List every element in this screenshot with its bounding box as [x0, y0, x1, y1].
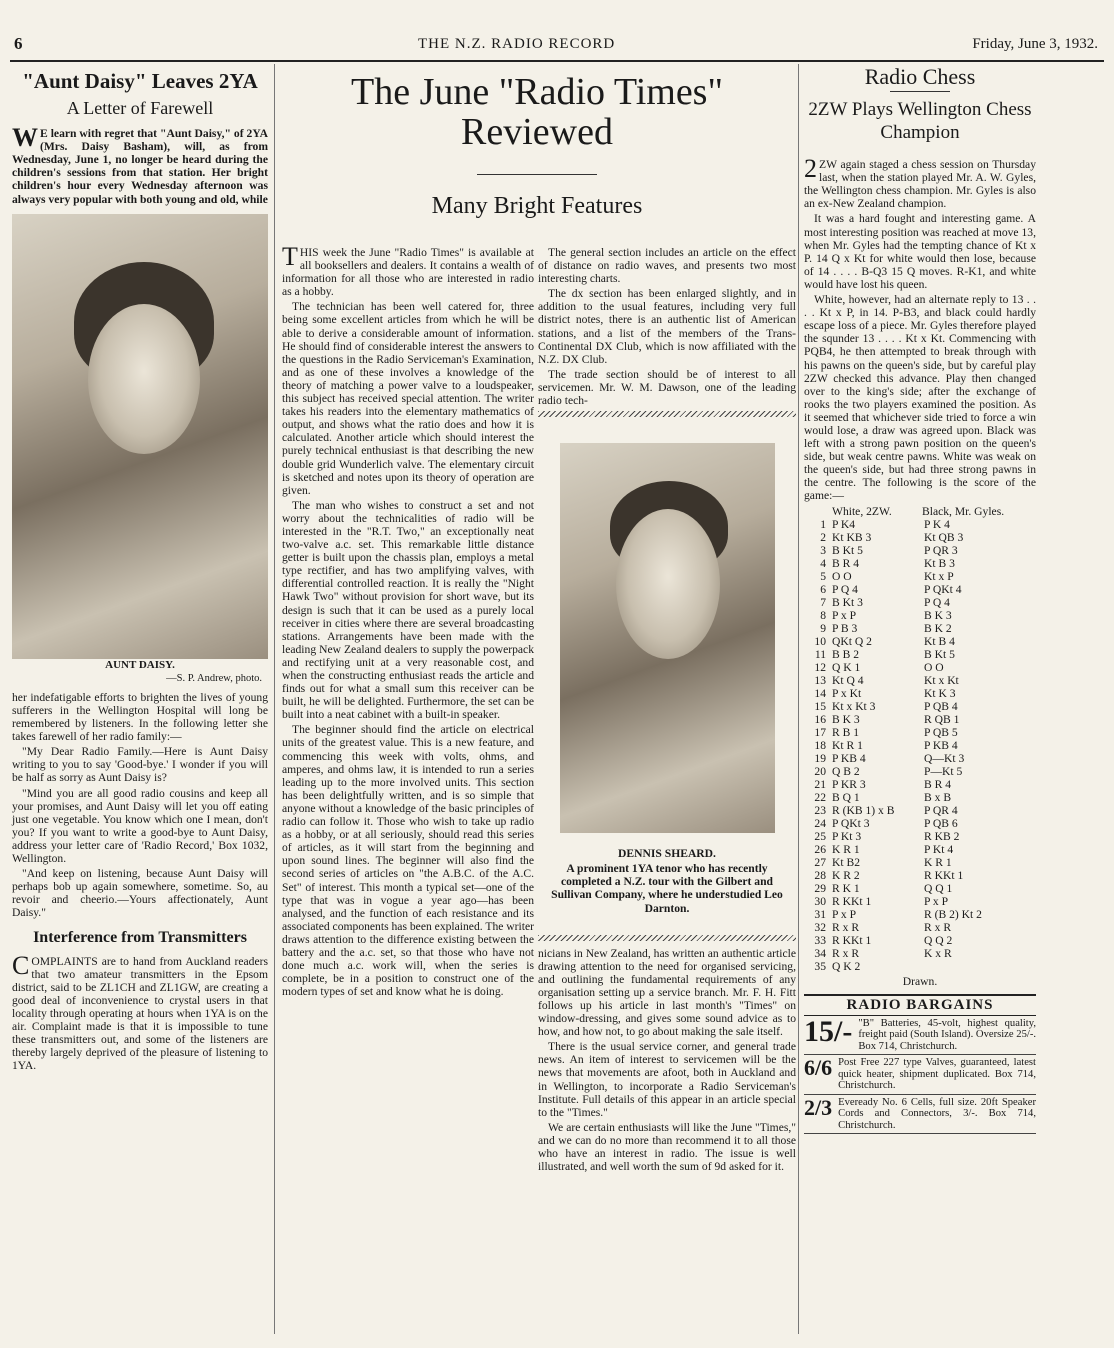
- move-number: 28: [814, 868, 826, 882]
- chess-move-row: [804, 921, 1036, 934]
- black-move: B K 3: [924, 608, 952, 622]
- black-move: Q—Kt 3: [924, 751, 965, 765]
- chess-score-header: [804, 505, 1036, 518]
- headline-rule: [477, 174, 597, 175]
- chess-move-row: [804, 531, 1036, 544]
- chess-move-row: [804, 518, 1036, 531]
- white-move: P QKt 3: [832, 816, 870, 830]
- black-move: B Kt 5: [924, 647, 955, 661]
- move-number: 20: [814, 764, 826, 778]
- move-number: 4: [820, 556, 826, 570]
- chess-move-row: [804, 596, 1036, 609]
- chess-move-row: [804, 687, 1036, 700]
- move-number: 11: [814, 647, 826, 661]
- column-rule: [798, 64, 799, 1334]
- black-move: R KB 2: [924, 829, 960, 843]
- black-move: Kt x Kt: [924, 673, 959, 687]
- move-number: 24: [814, 816, 826, 830]
- black-move: B K 2: [924, 621, 952, 635]
- radio-times-header: [282, 72, 792, 220]
- chess-move-row: [804, 713, 1036, 726]
- bargain-price: 6/6: [804, 1055, 833, 1081]
- chess-move-row: [804, 726, 1036, 739]
- move-number: 19: [814, 751, 826, 765]
- chess-move-row: [804, 856, 1036, 869]
- aunt-daisy-headline: "Aunt Daisy" Leaves 2YA: [22, 69, 258, 93]
- dennis-sheard-caption-name: DENNIS SHEARD.: [618, 847, 716, 861]
- black-move: P Kt 4: [924, 842, 954, 856]
- white-move: Kt x Kt 3: [832, 699, 876, 713]
- move-number: 1: [820, 517, 826, 531]
- radio-times-headline: The June "Radio Times" Reviewed: [351, 71, 723, 153]
- black-move: Q Q 1: [924, 881, 953, 895]
- move-number: 5: [820, 569, 826, 583]
- aunt-daisy-para: her indefatigable efforts to brighten the lives of young sufferers in the Wellington Hospital will long be remembered by listeners. In the following letter she takes farewell of her radio family:—: [12, 690, 268, 744]
- radio-bargains-ads: [804, 1016, 1036, 1135]
- aunt-daisy-para: "And keep on listening, because Aunt Daisy will perhaps bob up again somewhere, sometime. So, au revoir and cheerio.—Yours affectionately, Aunt Daisy.": [12, 867, 268, 920]
- chess-score-table: [804, 518, 1036, 973]
- white-move: B Kt 5: [832, 543, 863, 557]
- chess-move-row: [804, 583, 1036, 596]
- chess-move-row: [804, 570, 1036, 583]
- black-column-label: Black, Mr. Gyles.: [922, 504, 1005, 518]
- move-number: 9: [820, 621, 826, 635]
- bargain-ad: [804, 1016, 1036, 1056]
- white-move: QKt Q 2: [832, 634, 872, 648]
- radio-times-column-1: [282, 242, 534, 1000]
- black-move: Kt QB 3: [924, 530, 964, 544]
- dennis-sheard-photo: [560, 443, 775, 833]
- black-move: P QR 3: [924, 543, 958, 557]
- chess-move-row: [804, 869, 1036, 882]
- decorative-border: [538, 411, 796, 417]
- interference-body: COMPLAINTS are to hand from Auckland readers that two amateur transmitters in the Epsom district, said to be ZL1CH and ZL1GW, are creating a good deal of inconvenience to crystal users in that locality through operating at hours when 1YA is on the air. Complaint made is that it is impossible to tune these transmitters out, and some of the listeners are thereby largely deprived of the pleasure of listening to 1YA.: [12, 950, 268, 1073]
- black-move: B R 4: [924, 777, 952, 791]
- radio-times-subhead: Many Bright Features: [431, 193, 643, 219]
- move-number: 14: [814, 686, 826, 700]
- white-move: P K4: [832, 517, 856, 531]
- white-move: R K 1: [832, 881, 860, 895]
- headline-rule: [890, 91, 950, 92]
- white-move: P Q 4: [832, 582, 858, 596]
- bargain-ad: [804, 1055, 1036, 1095]
- white-move: K R 2: [832, 868, 860, 882]
- chess-move-row: [804, 778, 1036, 791]
- chess-move-row: [804, 700, 1036, 713]
- move-number: 35: [814, 959, 826, 973]
- chess-move-row: [804, 843, 1036, 856]
- radio-times-para: There is the usual service corner, and general trade news. An item of interest to servicemen will be the news that movements are afoot, both in Auckland and in Wellington, to incorporate a Radio Serviceman's Institute. Full details of this appear in an article special to the "Times.": [538, 1040, 796, 1119]
- white-move: P B 3: [832, 621, 858, 635]
- chess-para: 2ZW again staged a chess session on Thursday last, when the station played Mr. A. W. Gyles, the Wellington chess champion. Mr. Gyles is also an ex-New Zealand champion.: [804, 154, 1036, 211]
- white-move: R B 1: [832, 725, 860, 739]
- bargain-text: Eveready No. 6 Cells, full size. 20ft Speaker Cords and Connectors, 3/-. Box 714, Christchurch.: [838, 1096, 1036, 1131]
- white-move: R x R: [832, 920, 860, 934]
- move-number: 22: [814, 790, 826, 804]
- white-column-label: White, 2ZW.: [832, 504, 892, 518]
- black-move: R (B 2) Kt 2: [924, 907, 982, 921]
- aunt-daisy-photo-credit: —S. P. Andrew, photo.: [166, 672, 262, 684]
- chess-move-row: [804, 804, 1036, 817]
- black-move: Kt B 3: [924, 556, 955, 570]
- dennis-sheard-caption: A prominent 1YA tenor who has recently completed a N.Z. tour with the Gilbert and Sullivan Company, where he understudied Leo Darnton.: [551, 862, 783, 915]
- white-move: Q K 1: [832, 660, 861, 674]
- black-move: P QB 4: [924, 699, 958, 713]
- aunt-daisy-caption: AUNT DAISY.: [105, 658, 175, 671]
- black-move: P QR 4: [924, 803, 958, 817]
- chess-move-row: [804, 674, 1036, 687]
- white-move: P x Kt: [832, 686, 862, 700]
- white-move: K R 1: [832, 842, 860, 856]
- chess-move-row: [804, 622, 1036, 635]
- black-move: K R 1: [924, 855, 952, 869]
- black-move: P QB 5: [924, 725, 958, 739]
- move-number: 2: [820, 530, 826, 544]
- decorative-border: [538, 935, 796, 941]
- move-number: 6: [820, 582, 826, 596]
- black-move: K x R: [924, 946, 952, 960]
- aunt-daisy-para: "Mind you are all good radio cousins and keep all your promises, and Aunt Daisy will let you off eating just one vegetable. You know which one I mean, don't you? If you want to write a good-bye to Aunt Daisy, address your letter care of 'Radio Record,' Box 1032, Wellington.: [12, 786, 268, 865]
- chess-move-row: [804, 648, 1036, 661]
- bargain-ad: [804, 1095, 1036, 1135]
- white-move: P KB 4: [832, 751, 866, 765]
- chess-move-row: [804, 895, 1036, 908]
- white-move: B K 3: [832, 712, 860, 726]
- chess-move-row: [804, 635, 1036, 648]
- radio-times-para: The technician has been well catered for, three being some excellent articles from which he will be able to derive a considerable amount of information. He should find of considerable interest the answers to the questions in the Radio Serviceman's Examination, and as one of these involves a knowledge of the theory of matching a power valve to a loudspeaker, this subject has received special attention. The writer takes his readers into the elementary mathematics of output, and shows what the ratio does and how it is calculated. Another article which should interest the purely technical enthusiast is that describing the new double grid Wunderlich valve. The elementary circuit is sketched and notes upon its theory of operation are given.: [282, 300, 534, 497]
- radio-times-para: The trade section should be of interest to all servicemen. Mr. W. M. Dawson, one of the leading radio tech-: [538, 367, 796, 408]
- move-number: 23: [814, 803, 826, 817]
- radio-times-para: The dx section has been enlarged slightly, and in addition to the usual features, including very full district notes, there is an authentic list of American stations, and a list of the members of the Trans-Continental DX Club, which is now affiliated with the N.Z. DX Club.: [538, 287, 796, 366]
- black-move: Kt x P: [924, 569, 954, 583]
- white-move: P Kt 3: [832, 829, 862, 843]
- chess-para: White, however, had an alternate reply to 13 . . . . Kt x P, in 14. P-B3, and black could hardly escape loss of a piece. Mr. Gyles therefore played the squnder 13 . . . . Kt x Kt. Commencing with PQB4, he then attempted to break through with his pawns on the queen's side, but by careful play 2ZW checked this advance. Play then changed over to the king's side; after the exchange of rooks the two players examined the position. As it seemed that whichever side tried to force a win would lose, a draw was agreed upon. Black was left with a strong pawn position on the queen's side, but weak centre pawns. White was weak on the queen's side, but had three strong pawns in the centre. The following is the score of the game:—: [804, 293, 1036, 503]
- black-move: Kt K 3: [924, 686, 956, 700]
- move-number: 15: [814, 699, 826, 713]
- black-move: P KB 4: [924, 738, 958, 752]
- aunt-daisy-para: "My Dear Radio Family.—Here is Aunt Daisy writing to you to say 'Good-bye.' I wonder if you will be half as sorry as Aunt Daisy is?: [12, 745, 268, 785]
- white-move: P x P: [832, 907, 857, 921]
- move-number: 33: [814, 933, 826, 947]
- black-move: R KKt 1: [924, 868, 964, 882]
- chess-move-row: [804, 739, 1036, 752]
- publication-title: THE N.Z. RADIO RECORD: [418, 36, 616, 52]
- chess-move-row: [804, 882, 1036, 895]
- interference-headline: Interference from Transmitters: [33, 929, 247, 947]
- chess-move-row: [804, 557, 1036, 570]
- chess-headline: Radio Chess: [864, 64, 976, 89]
- move-number: 25: [814, 829, 826, 843]
- move-number: 31: [814, 907, 826, 921]
- column-rule: [274, 64, 275, 1334]
- move-number: 16: [814, 712, 826, 726]
- chess-move-row: [804, 960, 1036, 973]
- white-move: B Q 1: [832, 790, 860, 804]
- move-number: 12: [814, 660, 826, 674]
- chess-move-row: [804, 830, 1036, 843]
- move-number: 3: [820, 543, 826, 557]
- move-number: 30: [814, 894, 826, 908]
- issue-date: Friday, June 3, 1932.: [972, 36, 1098, 52]
- bargain-price: 15/-: [804, 1014, 853, 1048]
- chess-move-row: [804, 544, 1036, 557]
- white-move: Kt Q 4: [832, 673, 864, 687]
- white-move: Q K 2: [832, 959, 861, 973]
- black-move: R QB 1: [924, 712, 960, 726]
- chess-move-row: [804, 752, 1036, 765]
- white-move: B R 4: [832, 556, 860, 570]
- chess-move-row: [804, 934, 1036, 947]
- chess-para: It was a hard fought and interesting game. A most interesting position was reached at move 13, when Mr. Gyles had the tempting chance of Kt x P. 14 Q x Kt for white would then lose, because of 14 . . . . B-Q3 15 Q moves. R-K1, and white would have lost his queen.: [804, 212, 1036, 291]
- chess-move-row: [804, 817, 1036, 830]
- bargain-text: Post Free 227 type Valves, guaranteed, latest quick heater, shipment duplicated. Box 714, Christchurch.: [838, 1057, 1036, 1092]
- chess-move-row: [804, 661, 1036, 674]
- page-header: [14, 34, 1102, 58]
- white-move: P x P: [832, 608, 857, 622]
- chess-move-row: [804, 908, 1036, 921]
- move-number: 17: [814, 725, 826, 739]
- header-rule: [10, 60, 1104, 62]
- white-move: B Kt 3: [832, 595, 863, 609]
- radio-times-para: The general section includes an article on the effect of distance on radio waves, and presents two most interesting charts.: [538, 246, 796, 286]
- chess-subhead: 2ZW Plays Wellington Chess Champion: [808, 99, 1032, 144]
- radio-chess-article: [804, 66, 1036, 1134]
- face-shape: [616, 509, 720, 659]
- aunt-daisy-subhead: A Letter of Farewell: [66, 98, 214, 118]
- move-number: 13: [814, 673, 826, 687]
- white-move: Kt R 1: [832, 738, 863, 752]
- move-number: 29: [814, 881, 826, 895]
- move-number: 26: [814, 842, 826, 856]
- aunt-daisy-lead: WE learn with regret that "Aunt Daisy," of 2YA (Mrs. Daisy Basham), will, as from Wednesday, June 1, no longer be heard during the children's sessions from that station. Her bright children's hour every Wednesday afternoon was always very popular with both young and old, while: [12, 123, 268, 206]
- chess-move-row: [804, 609, 1036, 622]
- radio-times-para: THIS week the June "Radio Times" is available at all booksellers and dealers. It contains a wealth of information for all those who are interested in radio as a hobby.: [282, 242, 534, 299]
- black-move: O O: [924, 660, 944, 674]
- radio-times-para: We are certain enthusiasts will like the June "Times," and we can do no more than recommend it to all those who have an interest in radio. The issue is well illustrated, and well worth the sum of 9d asked for it.: [538, 1120, 796, 1174]
- radio-times-para: nicians in New Zealand, has written an authentic article drawing attention to the need for organised servicing, and outlining the fundamental requirements of any organisation setting up a service branch. Mr. F. H. Fitt follows up his article in last month's "Times" on window-dressing, and gives some sound advice as to how, and how not, to go about making the sale itself.: [538, 946, 796, 1039]
- black-move: P QKt 4: [924, 582, 962, 596]
- black-move: [924, 960, 1036, 973]
- radio-times-para: The man who wishes to construct a set and not worry about the technicalities of radio will be interested in the "R.T. Two," an exceptionally neat two-valve a.c. set. This remarkable little distance getter is built upon the chassis plan, employs a metal type rectifier, and has two amplifying valves, with differential controlled reaction. It is really the "Night Hawk Two" without provision for short wave, but its design is such that it can be used as a purely local receiver in cities where there are several broadcasting stations. Arrangements have been made with the leading New Zealand dealers to supply the powerpack and rectifying unit at a very reasonable cost, and when the constructing enthusiast reads the article and finds out for what a small sum this receiver can be built, he will be delighted. Furthermore, the set can be built into a neat cabinet with a built-in speaker.: [282, 498, 534, 722]
- face-shape: [88, 304, 200, 454]
- black-move: P x P: [924, 894, 949, 908]
- black-move: P QB 6: [924, 816, 958, 830]
- radio-times-column-2: [538, 246, 796, 1175]
- black-move: P Q 4: [924, 595, 950, 609]
- white-move: R KKt 1: [832, 894, 872, 908]
- move-number: 8: [820, 608, 826, 622]
- move-number: 27: [814, 855, 826, 869]
- bargain-text: "B" Batteries, 45-volt, highest quality, freight paid (South Island). Oversize 25/-. Box 714, Christchurch.: [858, 1017, 1036, 1052]
- radio-bargains-title: RADIO BARGAINS: [804, 994, 1036, 1016]
- white-move: Kt KB 3: [832, 530, 872, 544]
- radio-times-para: The beginner should find the article on electrical units of the greatest value. This is a new feature, and commencing this week with volts, ohms, and amperes, and ohms law, it is intended to run a series leading up to the more involved units. This section has been delightfully written, and is so simple that anyone without a knowledge of the basic principles of radio can follow it. Those who wish to take up radio as a hobby, or at all seriously, should read this series of articles, as it will start from the beginning and upon sound lines. The beginner will also find the second series of articles on "the A.B.C. of the A.C. Set" of interest. This month a typical set—one of the type that was in vogue a year ago—has been analysed, and the function of each resistance and its associated components has been explained. The writer draws attention to the difference existing between the battery and the a.c. set, so that those who have not done much a.c. work will, when the series is complete, be in a position to construct one of the modern types of set and know what he is doing.: [282, 723, 534, 999]
- chess-move-row: [804, 765, 1036, 778]
- move-number: 18: [814, 738, 826, 752]
- page-number: 6: [14, 34, 23, 53]
- black-move: Q Q 2: [924, 933, 953, 947]
- black-move: P—Kt 5: [924, 764, 963, 778]
- move-number: 34: [814, 946, 826, 960]
- white-move: R KKt 1: [832, 933, 872, 947]
- white-move: P KR 3: [832, 777, 866, 791]
- black-move: P K 4: [924, 517, 950, 531]
- move-number: 32: [814, 920, 826, 934]
- white-move: R (KB 1) x B: [832, 803, 895, 817]
- bargain-price: 2/3: [804, 1094, 833, 1120]
- white-move: Kt B2: [832, 855, 861, 869]
- black-move: R x R: [924, 920, 952, 934]
- chess-result: Drawn.: [902, 974, 938, 988]
- aunt-daisy-photo: [12, 214, 268, 659]
- black-move: Kt B 4: [924, 634, 955, 648]
- chess-move-row: [804, 947, 1036, 960]
- chess-move-row: [804, 791, 1036, 804]
- move-number: 21: [814, 777, 826, 791]
- white-move: B B 2: [832, 647, 860, 661]
- aunt-daisy-article: [12, 66, 268, 1074]
- white-move: O O: [832, 569, 852, 583]
- white-move: Q B 2: [832, 764, 860, 778]
- white-move: R x R: [832, 946, 860, 960]
- move-number: 7: [820, 595, 826, 609]
- black-move: B x B: [924, 790, 952, 804]
- move-number: 10: [814, 634, 826, 648]
